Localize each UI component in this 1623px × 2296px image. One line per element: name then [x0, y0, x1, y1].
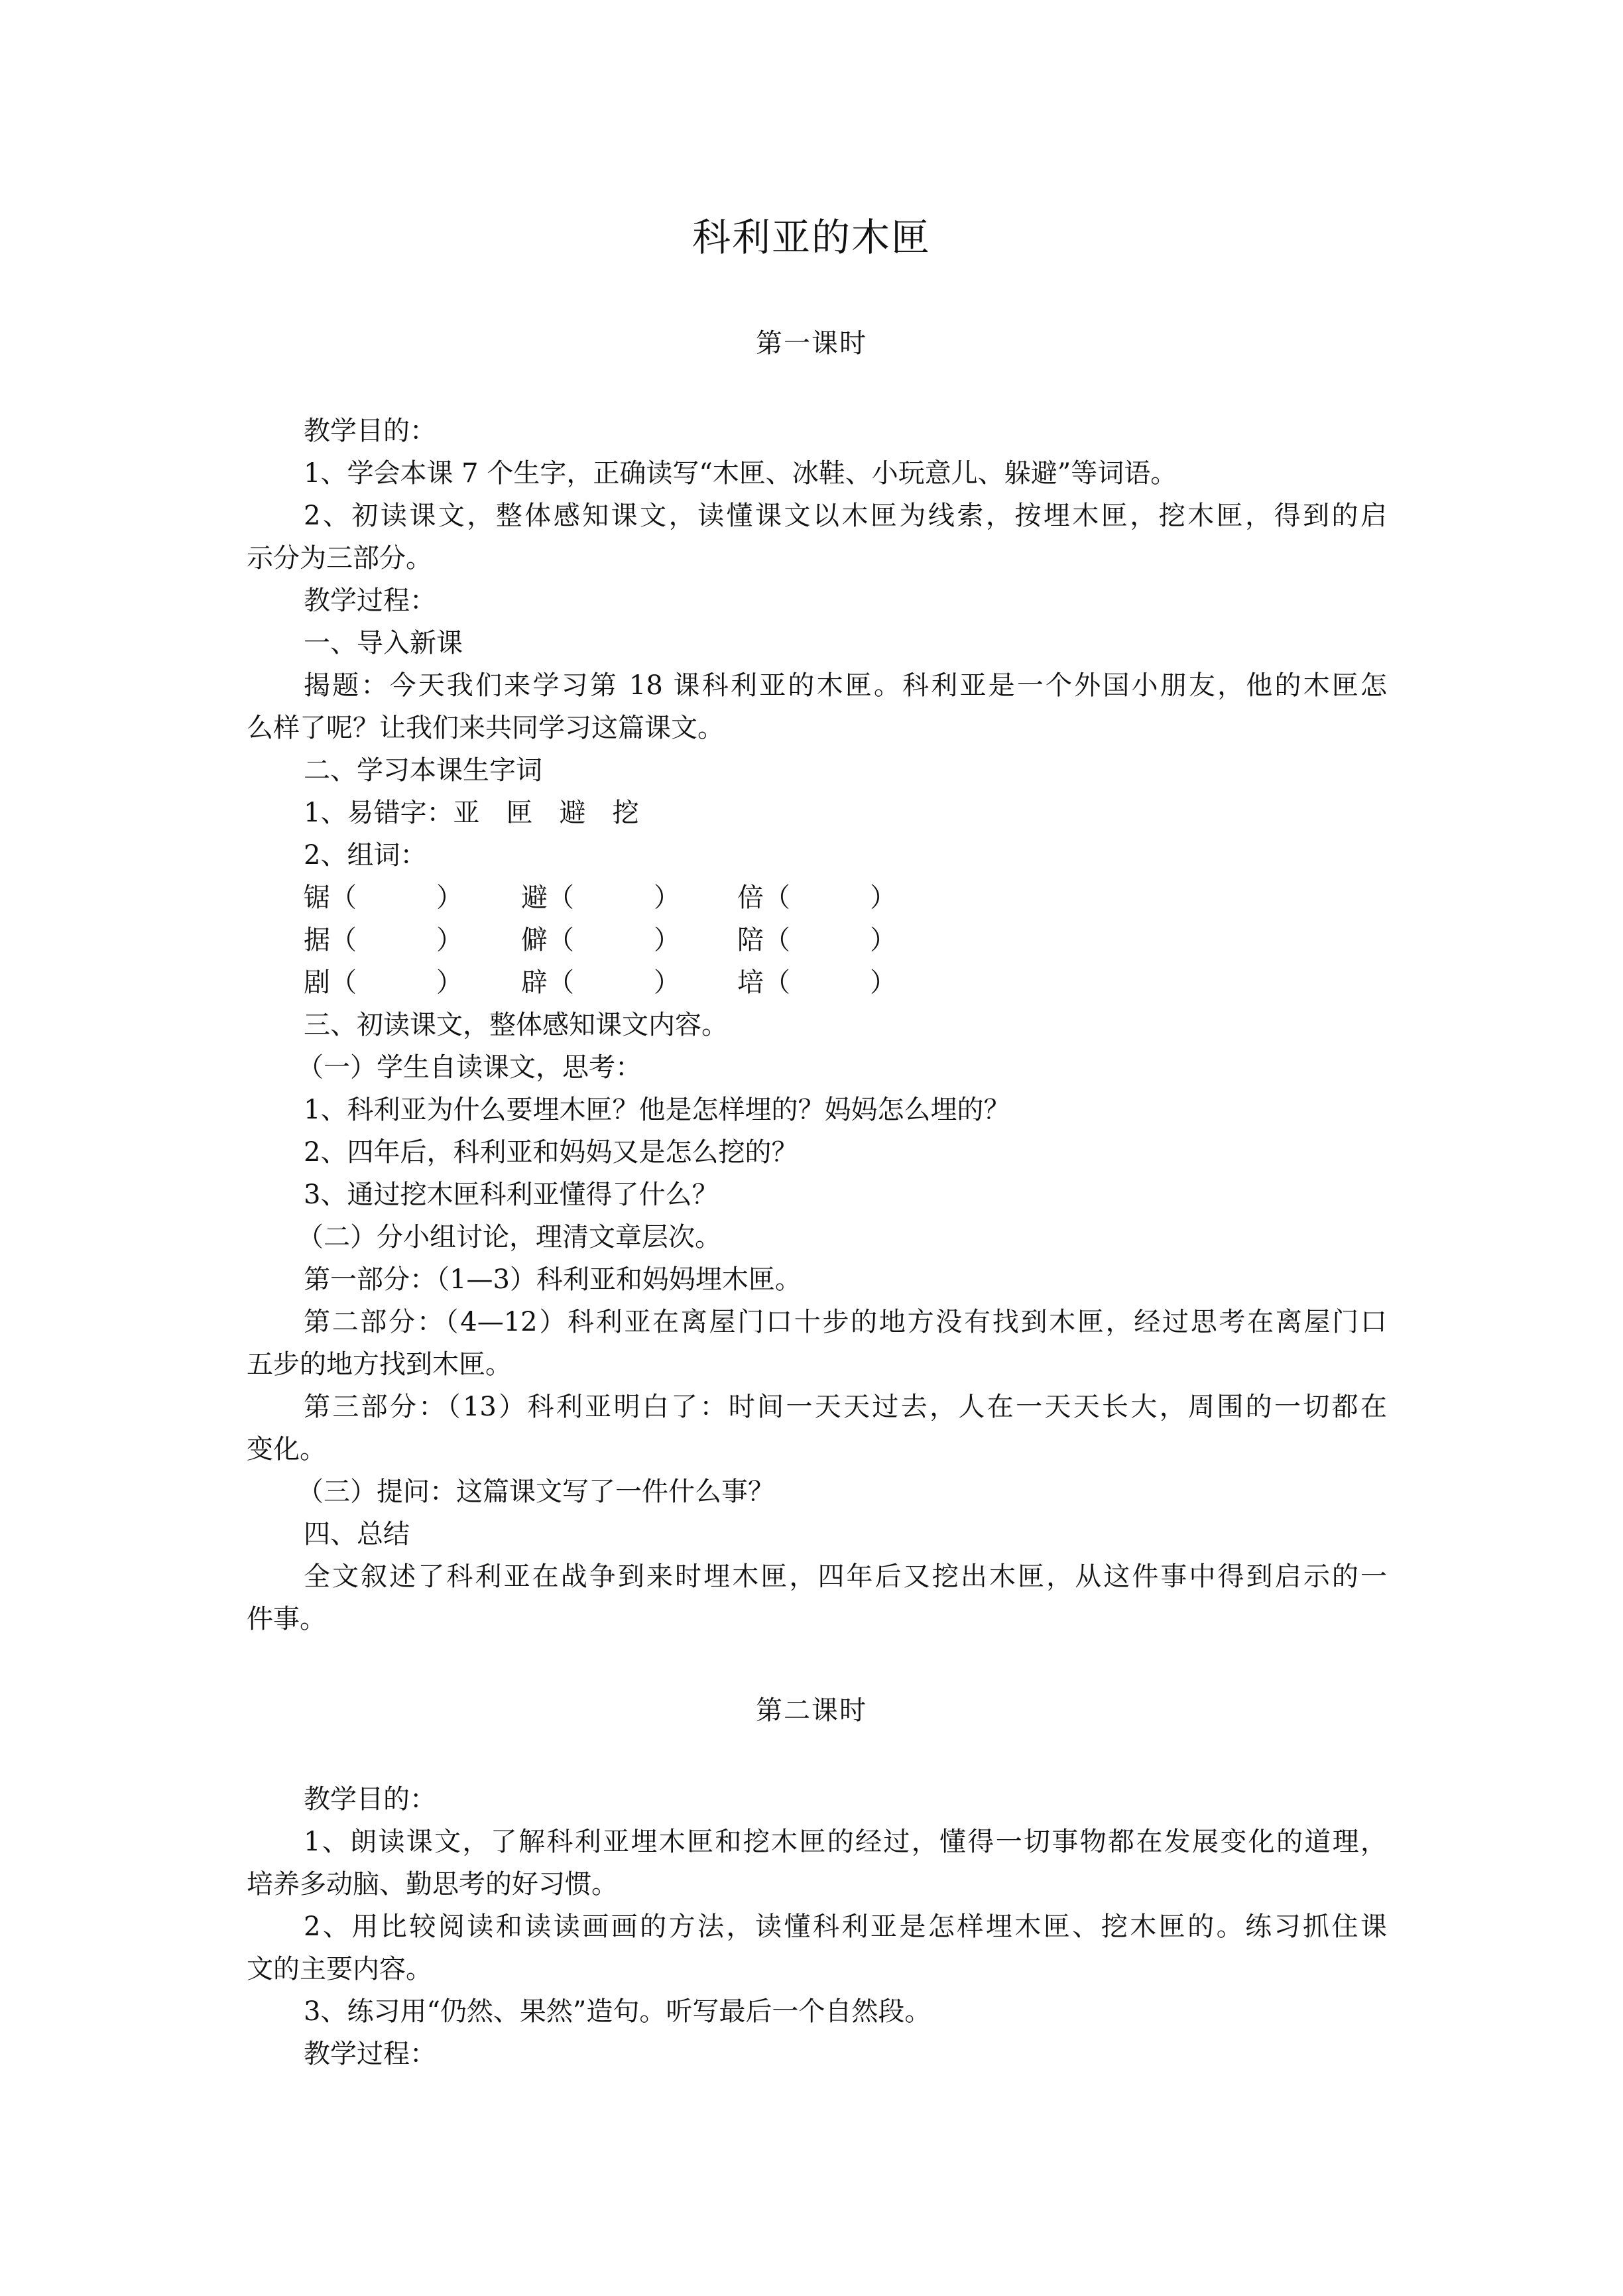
lesson1-group-words: 2、组词： [304, 840, 427, 871]
lesson1-summary-line1: 全文叙述了科利亚在战争到来时埋木匣，四年后又挖出木匣，从这件事中得到启示的一 [304, 1561, 1387, 1592]
lesson1-process-label: 教学过程： [304, 585, 436, 616]
lesson1-part2-line1: 第二部分：（4—12）科利亚在离屋门口十步的地方没有找到木匣，经过思考在离屋门口 [304, 1307, 1387, 1337]
lesson2-goal2-line2: 文的主要内容。 [247, 1954, 432, 1984]
lesson1-part3-line2: 变化。 [247, 1434, 326, 1465]
lesson1-section4: 四、总结 [304, 1519, 410, 1549]
lesson1-section1: 一、导入新课 [304, 628, 463, 658]
lesson2-process-label: 教学过程： [304, 2039, 436, 2069]
lesson1-reveal-line1: 揭题：今天我们来学习第 18 课科利亚的木匣。科利亚是一个外国小朋友，他的木匣怎 [304, 670, 1387, 701]
word-cell: 剧（ ） [304, 967, 463, 998]
lesson1-question2: 2、四年后，科利亚和妈妈又是怎么挖的？ [304, 1137, 798, 1168]
lesson2-goal-label: 教学目的： [304, 1784, 436, 1815]
lesson1-part1: 第一部分：（1—3）科利亚和妈妈埋木匣。 [304, 1264, 802, 1295]
lesson1-question1: 1、科利亚为什么要埋木匣？他是怎样埋的？妈妈怎么埋的？ [304, 1095, 1010, 1125]
lesson1-summary-line2: 件事。 [247, 1604, 326, 1634]
lesson1-heading: 第一课时 [756, 328, 867, 359]
lesson1-sub2: （二）分小组讨论，理清文章层次。 [297, 1222, 721, 1252]
word-cell: 倍（ ） [737, 882, 896, 913]
word-cell: 据（ ） [304, 925, 463, 955]
lesson2-goal1-line1: 1、朗读课文，了解科利亚埋木匣和挖木匣的经过，懂得一切事物都在发展变化的道理， [304, 1827, 1387, 1857]
lesson1-part2-line2: 五步的地方找到木匣。 [247, 1349, 512, 1380]
lesson1-goal-label: 教学目的： [304, 416, 436, 446]
lesson2-goal1-line2: 培养多动脑、勤思考的好习惯。 [247, 1869, 618, 1900]
lesson1-reveal-line2: 么样了呢？让我们来共同学习这篇课文。 [247, 713, 724, 743]
lesson2-goal2-line1: 2、用比较阅读和读读画画的方法，读懂科利亚是怎样埋木匣、挖木匣的。练习抓住课 [304, 1911, 1387, 1942]
word-cell: 僻（ ） [521, 925, 680, 955]
word-cell: 培（ ） [737, 967, 896, 998]
word-cell: 陪（ ） [737, 925, 896, 955]
lesson2-heading: 第二课时 [756, 1695, 867, 1726]
lesson1-goal2-line2: 示分为三部分。 [247, 543, 432, 574]
lesson1-goal1: 1、学会本课 7 个生字，正确读写“木匣、冰鞋、小玩意儿、躲避”等词语。 [304, 458, 1177, 489]
lesson1-section3: 三、初读课文，整体感知课文内容。 [304, 1010, 728, 1040]
lesson1-question3: 3、通过挖木匣科利亚懂得了什么？ [304, 1179, 719, 1210]
lesson1-sub3: （三）提问：这篇课文写了一件什么事？ [297, 1477, 774, 1507]
lesson1-goal2-line1: 2、初读课文，整体感知课文，读懂课文以木匣为线索，按埋木匣，挖木匣，得到的启 [304, 501, 1387, 531]
lesson1-sub1: （一）学生自读课文，思考： [297, 1052, 642, 1083]
document-title: 科利亚的木匣 [691, 215, 931, 260]
lesson1-section2: 二、学习本课生字词 [304, 755, 542, 786]
word-cell: 锯（ ） [304, 882, 463, 913]
word-cell: 辟（ ） [521, 967, 680, 998]
word-cell: 避（ ） [521, 882, 680, 913]
lesson2-goal3: 3、练习用“仍然、果然”造句。听写最后一个自然段。 [304, 1996, 932, 2027]
lesson1-easy-wrong: 1、易错字：亚 匣 避 挖 [304, 798, 639, 828]
lesson1-part3-line1: 第三部分：（13）科利亚明白了：时间一天天过去，人在一天天长大，周围的一切都在 [304, 1392, 1387, 1422]
